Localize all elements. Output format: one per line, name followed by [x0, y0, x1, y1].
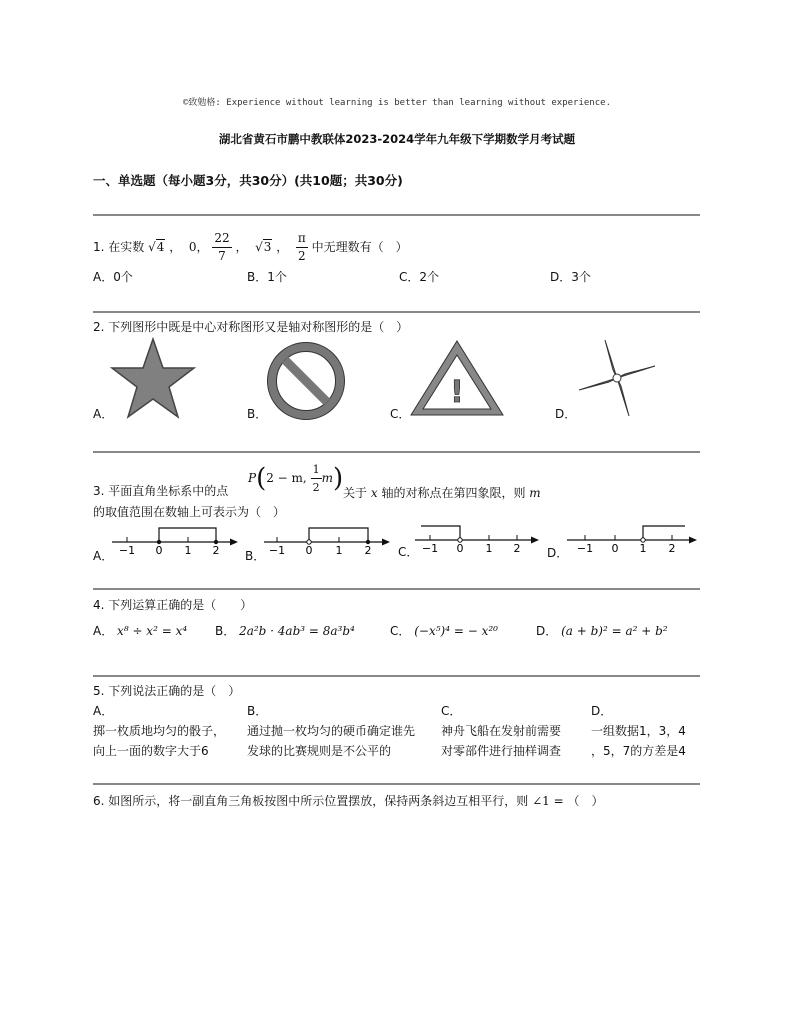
- svg-text:0: 0: [155, 544, 163, 557]
- option-d[interactable]: D．3个: [550, 270, 591, 284]
- svg-text:−1: −1: [421, 542, 439, 555]
- question-6-stem: 6. 如图所示，将一副直角三角板按图中所示位置摆放，保持两条斜边互相平行，则 ∠1 = （ ）: [93, 794, 604, 808]
- number-line-c: [413, 518, 541, 558]
- svg-text:2: 2: [513, 542, 521, 555]
- option-b[interactable]: B． 2a²b · 4ab³ = 8a³b⁴: [215, 624, 355, 638]
- option-c[interactable]: C．2个: [399, 270, 440, 284]
- option-b[interactable]: B．: [245, 549, 266, 563]
- option-b[interactable]: B．1个: [247, 270, 287, 284]
- question-4-stem: 4. 下列运算正确的是（ ）: [93, 598, 253, 612]
- option-d[interactable]: D． (a + b)² = a² + b²: [536, 624, 668, 638]
- divider: [93, 451, 700, 453]
- option-a[interactable]: A． 掷一枚质地均匀的骰子， 向上一面的数字大于6: [93, 704, 226, 758]
- option-c[interactable]: C． (−x⁵)⁴ = − x²⁰: [390, 624, 498, 638]
- option-a[interactable]: A． x⁸ ÷ x² = x⁴: [93, 624, 188, 638]
- point-expression: P(2 − m, $\frac{1}{2}$ m): [248, 463, 344, 494]
- svg-text:1: 1: [639, 542, 647, 555]
- question-1-stem: 1. 在实数 √4 ， 0， $\frac{22}{7}$ ， √3 ， $\frac{\pi}{2}$ 中无理数有（ ）: [93, 231, 408, 263]
- svg-text:0: 0: [611, 542, 619, 555]
- prohibition-sign-figure: [265, 340, 347, 422]
- svg-text:1: 1: [335, 544, 343, 557]
- svg-text:0: 0: [305, 544, 313, 557]
- divider: [93, 311, 700, 313]
- svg-text:1: 1: [184, 544, 192, 557]
- svg-text:−1: −1: [118, 544, 136, 557]
- option-c[interactable]: C． 神舟飞船在发射前需要 对零部件进行抽样调查: [441, 704, 562, 758]
- page-title: 湖北省黄石市鹏中教联体2023-2024学年九年级下学期数学月考试题: [218, 132, 576, 146]
- divider: [93, 214, 700, 216]
- svg-text:−1: −1: [576, 542, 594, 555]
- number-line-d: [565, 518, 699, 558]
- sqrt-3: √3: [255, 240, 272, 254]
- svg-text:2: 2: [364, 544, 372, 557]
- option-c[interactable]: C．: [398, 545, 419, 559]
- fraction-22-7: $\frac{22}{7}$: [214, 231, 230, 263]
- option-a[interactable]: A．0个: [93, 270, 133, 284]
- question-5-stem: 5. 下列说法正确的是（ ）: [93, 684, 241, 698]
- question-3-stem-line1: 3. 平面直角坐标系中的点: [93, 484, 229, 498]
- pinwheel-figure: [575, 336, 659, 420]
- option-d[interactable]: D．: [547, 546, 569, 560]
- option-c[interactable]: C．: [390, 407, 411, 421]
- question-2-stem: 2. 下列图形中既是中心对称图形又是轴对称图形的是（ ）: [93, 320, 409, 334]
- divider: [93, 675, 700, 677]
- question-3-stem-tail: 关于 x 轴的对称点在第四象限，则 m: [343, 486, 541, 500]
- option-a[interactable]: A．: [93, 407, 114, 421]
- number-line-b: [262, 520, 392, 560]
- number-line-a: [110, 520, 240, 560]
- warning-triangle-figure: [408, 338, 506, 418]
- option-d[interactable]: D． 一组数据1，3，4 ，5，7的方差是4: [591, 704, 686, 758]
- option-a[interactable]: A．: [93, 549, 114, 563]
- divider: [93, 588, 700, 590]
- svg-text:1: 1: [485, 542, 493, 555]
- option-b[interactable]: B． 通过抛一枚均匀的硬币确定谁先 发球的比赛规则是不公平的: [247, 704, 416, 758]
- star-figure: [108, 337, 198, 421]
- svg-text:−1: −1: [268, 544, 286, 557]
- divider: [93, 783, 700, 785]
- option-d[interactable]: D．: [555, 407, 577, 421]
- svg-text:0: 0: [456, 542, 464, 555]
- motto: ©致勉格: Experience without learning is better than learning without experience.: [183, 98, 611, 108]
- sqrt-4: √4: [148, 240, 165, 254]
- exclamation-mark: !: [450, 375, 464, 410]
- svg-text:2: 2: [212, 544, 220, 557]
- question-3-stem-line2: 的取值范围在数轴上可表示为（ ）: [93, 505, 286, 519]
- option-b[interactable]: B．: [247, 407, 268, 421]
- fraction-pi-2: $\frac{\pi}{2}$: [297, 231, 306, 263]
- svg-text:2: 2: [668, 542, 676, 555]
- section-heading: 一、单选题（每小题3分，共30分）(共10题；共30分): [93, 173, 403, 188]
